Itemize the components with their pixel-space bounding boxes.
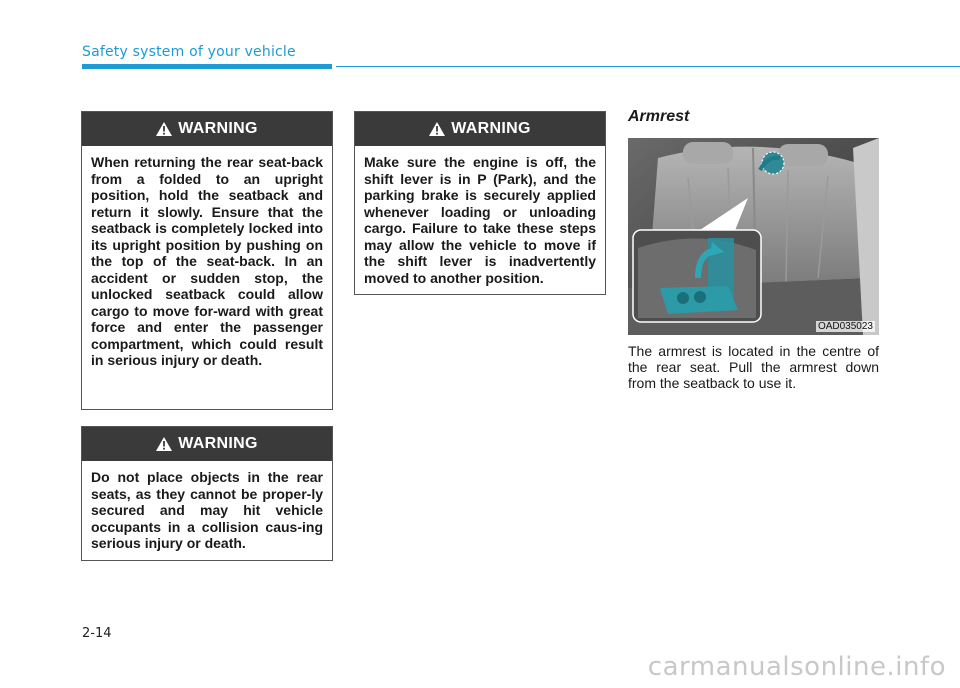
- warning-heading: WARNING: [451, 120, 531, 137]
- warning-text: Make sure the engine is off, the shift lever is in P (Park), and the parking brake is securely applied whenever loading or unloading cargo. Failure to take these steps may allow the vehicle to move if the shift lever is inadvertently moved to another position.: [364, 154, 596, 286]
- warning-heading: WARNING: [178, 120, 258, 137]
- header-rule-thick: [82, 64, 332, 69]
- warning-header: [355, 112, 605, 146]
- section-title: Safety system of your vehicle: [82, 44, 296, 60]
- rear-seat-illustration: [628, 138, 879, 335]
- warning-text: When returning the rear seat-back from a folded to an upright position, hold the seatback and return it slowly. Ensure that the seatback is completely locked into its upright position by pushing on the top of the seat-back. In an accident or sudden stop, the unlocked seatback could allow cargo to move for-ward with great force and enter the passenger compartment, which could result in serious injury or death.: [91, 154, 323, 368]
- warning-triangle-icon: [156, 437, 172, 451]
- header-rule-thin: [336, 66, 960, 67]
- warning-header: [82, 112, 332, 146]
- page-number: 2-14: [82, 626, 112, 641]
- warning-header: [82, 427, 332, 461]
- warning-box-engine-off: [354, 111, 606, 295]
- warning-heading: WARNING: [178, 435, 258, 452]
- watermark: carmanualsonline.info: [647, 652, 946, 682]
- warning-triangle-icon: [156, 122, 172, 136]
- warning-box-rear-seat-objects: [81, 426, 333, 561]
- warning-triangle-icon: [429, 122, 445, 136]
- armrest-title: Armrest: [628, 108, 690, 125]
- figure-code: OAD035023: [817, 321, 873, 332]
- armrest-figure: [628, 138, 879, 335]
- warning-box-seatback: [81, 111, 333, 410]
- warning-text: Do not place objects in the rear seats, as they cannot be proper-ly secured and may hit vehicle occupants in a collision caus-ing serious injury or death.: [91, 469, 323, 551]
- armrest-description: The armrest is located in the centre of the rear seat. Pull the armrest down from the seatback to use it.: [628, 343, 879, 391]
